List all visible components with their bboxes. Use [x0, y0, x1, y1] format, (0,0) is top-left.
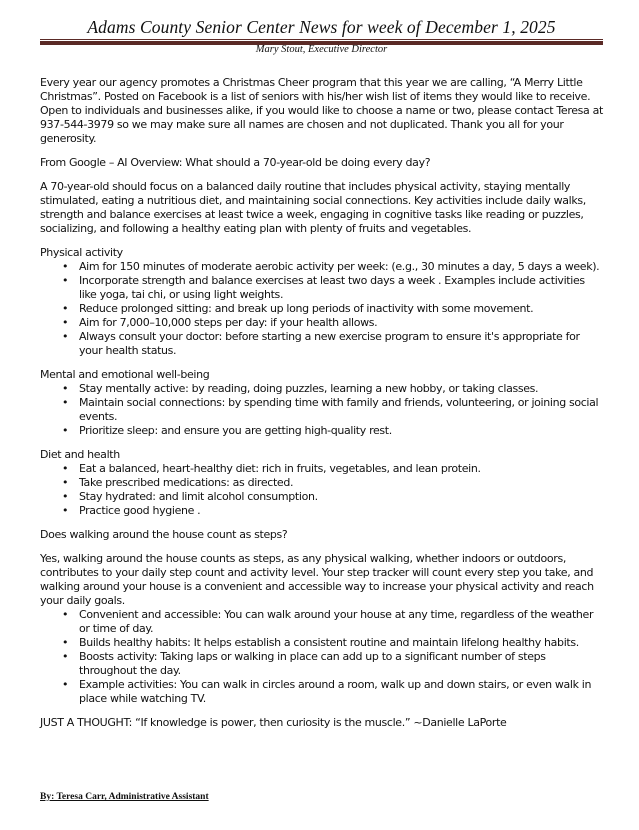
list-item	[40, 678, 605, 706]
section-heading-mental-wellbeing: Mental and emotional well-being	[40, 368, 210, 381]
list-item	[40, 274, 605, 302]
author-signoff: By: Teresa Carr, Administrative Assistant	[40, 792, 209, 802]
list-item	[40, 636, 605, 650]
list-item-text: Always consult your doctor: before starting a new exercise program to ensure it's appropriate for your health status.	[79, 330, 580, 357]
list-item	[40, 490, 605, 504]
walking-question: Does walking around the house count as steps?	[40, 528, 288, 541]
list-item	[40, 504, 605, 518]
bullet-icon: •	[62, 396, 69, 409]
list-item	[40, 462, 605, 476]
bullet-icon: •	[62, 330, 69, 343]
bullet-icon: •	[62, 316, 69, 329]
list-item-text: Maintain social connections: by spending time with family and friends, volunteering, or joining social events.	[79, 396, 599, 423]
list-item-text: Aim for 7,000–10,000 steps per day: if your health allows.	[79, 316, 378, 329]
bullet-icon: •	[62, 608, 69, 621]
list-item-text: Builds healthy habits: It helps establish a consistent routine and maintain lifelong healthy habits.	[79, 636, 579, 649]
list-item-text: Prioritize sleep: and ensure you are getting high-quality rest.	[79, 424, 392, 437]
bullet-icon: •	[62, 260, 69, 273]
bullet-icon: •	[62, 504, 69, 517]
walking-answer: Yes, walking around the house counts as steps, as any physical walking, whether indoors or outdoors, contributes to your daily step count and activity level. Your step tracker will count every step you take, and walking around your house is a convenient and accessible way to increase your physical activity and reach your daily goals.	[40, 552, 594, 607]
bullet-icon: •	[62, 476, 69, 489]
list-item-text: Stay hydrated: and limit alcohol consumption.	[79, 490, 318, 503]
executive-director-byline: Mary Stout, Executive Director	[255, 44, 388, 55]
list-item	[40, 382, 605, 396]
ai-overview-answer: A 70-year-old should focus on a balanced daily routine that includes physical activity, staying mentally stimulated, eating a nutritious diet, and maintaining social connections. Key activities include daily walks, strength and balance exercises at least twice a week, engaging in cognitive tasks like reading or puzzles, socializing, and following a healthy eating plan with plenty of fruits and vegetables.	[40, 180, 586, 235]
newsletter-title: Adams County Senior Center News for week of December 1, 2025	[87, 17, 556, 37]
diet-health-list	[40, 462, 605, 518]
just-a-thought-quote: JUST A THOUGHT: “If knowledge is power, then curiosity is the muscle.” ~Danielle LaPorte	[40, 716, 507, 729]
walking-benefits-list	[40, 608, 605, 706]
list-item	[40, 608, 605, 636]
masthead-rule-thin	[40, 39, 603, 40]
bullet-icon: •	[62, 490, 69, 503]
section-heading-diet-health: Diet and health	[40, 448, 120, 461]
list-item	[40, 260, 605, 274]
list-item-text: Aim for 150 minutes of moderate aerobic activity per week: (e.g., 30 minutes a day, 5 days a week).	[79, 260, 600, 273]
section-heading-physical-activity: Physical activity	[40, 246, 123, 259]
list-item	[40, 396, 605, 424]
list-item-text: Eat a balanced, heart-healthy diet: rich in fruits, vegetables, and lean protein.	[79, 462, 481, 475]
list-item-text: Incorporate strength and balance exercises at least two days a week . Examples include activities like yoga, tai chi, or using light weights.	[79, 274, 585, 301]
list-item	[40, 302, 605, 316]
list-item	[40, 476, 605, 490]
bullet-icon: •	[62, 424, 69, 437]
bullet-icon: •	[62, 302, 69, 315]
list-item-text: Take prescribed medications: as directed.	[79, 476, 294, 489]
bullet-icon: •	[62, 274, 69, 287]
christmas-cheer-paragraph: Every year our agency promotes a Christmas Cheer program that this year we are calling, “A Merry Little Christmas”. Posted on Facebook is a list of seniors with his/her wish list of items they would like to receive. Open to individuals and businesses alike, if you would like to choose a name or two, please contact Teresa at 937-544-3979 so we may make sure all names are chosen and not duplicated. Thank you all for your generosity.	[40, 76, 603, 145]
mental-wellbeing-list	[40, 382, 605, 438]
bullet-icon: •	[62, 678, 69, 691]
list-item	[40, 650, 605, 678]
list-item-text: Boosts activity: Taking laps or walking in place can add up to a significant number of steps throughout the day.	[79, 650, 546, 677]
ai-overview-question: From Google – AI Overview: What should a 70-year-old be doing every day?	[40, 156, 431, 169]
list-item-text: Practice good hygiene .	[79, 504, 201, 517]
list-item	[40, 316, 605, 330]
bullet-icon: •	[62, 462, 69, 475]
list-item-text: Example activities: You can walk in circles around a room, walk up and down stairs, or even walk in place while watching TV.	[79, 678, 592, 705]
list-item-text: Reduce prolonged sitting: and break up long periods of inactivity with some movement.	[79, 302, 534, 315]
list-item	[40, 330, 605, 358]
bullet-icon: •	[62, 650, 69, 663]
article-body	[40, 76, 605, 740]
bullet-icon: •	[62, 382, 69, 395]
list-item-text: Stay mentally active: by reading, doing puzzles, learning a new hobby, or taking classes.	[79, 382, 539, 395]
bullet-icon: •	[62, 636, 69, 649]
physical-activity-list	[40, 260, 605, 358]
list-item	[40, 424, 605, 438]
list-item-text: Convenient and accessible: You can walk around your house at any time, regardless of the weather or time of day.	[79, 608, 594, 635]
